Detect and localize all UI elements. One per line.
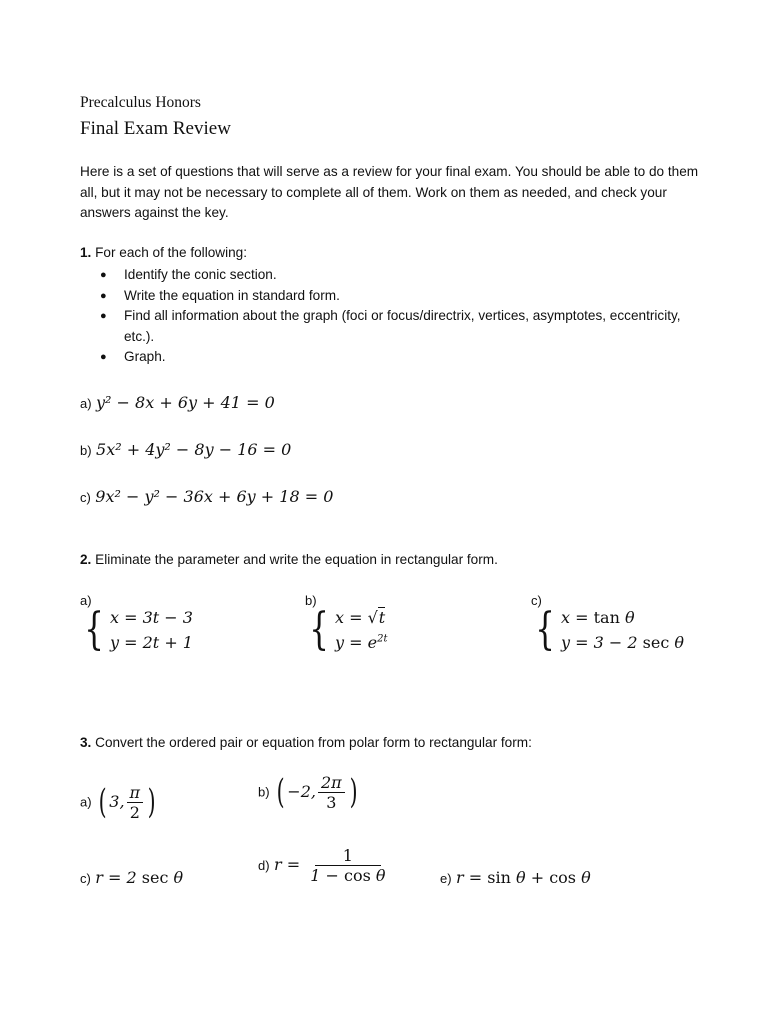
equation-system	[305, 604, 388, 655]
polar-equation: r = sin θ + cos θ	[456, 868, 591, 887]
q1-part-c	[80, 487, 333, 507]
part-label: c)	[80, 490, 91, 505]
q3-part-b	[258, 772, 360, 812]
q3-part-d	[258, 846, 391, 885]
system-line-2: $y = e^{2t}$	[335, 633, 388, 652]
equation-system	[80, 604, 193, 655]
q1-part-a	[80, 393, 275, 413]
polar-equation: r = 2 sec θ	[95, 868, 184, 887]
question-1-bullets	[104, 265, 704, 368]
bullet-item: ● Graph.	[104, 347, 704, 368]
q2-part-c	[531, 593, 684, 655]
bullet-item: ● Find all information about the graph (foci or focus/directrix, vertices, asymptotes, eccentricity, etc.).	[104, 306, 704, 347]
q3-part-c	[80, 868, 183, 888]
part-label: e)	[440, 871, 452, 886]
q3-part-e	[440, 868, 591, 888]
q3-part-a	[80, 782, 158, 822]
brace-symbol: {	[535, 604, 555, 655]
page-title: Final Exam Review	[80, 118, 231, 139]
brace-symbol: {	[84, 604, 104, 655]
part-label: a)	[80, 593, 92, 608]
polar-equation: r = $\frac{1}{\text{1 − cos θ}}$	[274, 846, 386, 885]
question-number: 2.	[80, 552, 92, 567]
course-name: Precalculus Honors	[80, 94, 201, 111]
part-label: b)	[80, 443, 92, 458]
system-line-2: y = 2t + 1	[110, 633, 193, 652]
q1-part-b	[80, 440, 291, 460]
system-line-1: x = √t	[335, 608, 386, 627]
question-prompt: For each of the following:	[95, 245, 248, 260]
q2-part-b	[305, 593, 388, 655]
question-number: 3.	[80, 735, 92, 750]
question-3-heading	[80, 735, 532, 750]
part-label: c)	[80, 871, 91, 886]
question-1-heading	[80, 245, 247, 260]
equation: 5x² + 4y² − 8y − 16 = 0	[96, 440, 292, 459]
question-2-heading	[80, 552, 498, 567]
part-label: a)	[80, 794, 92, 810]
intro-paragraph: Here is a set of questions that will serve as a review for your final exam. You should be able to do them all, but it may not be necessary to complete all of them. Work on them as needed, and check your answers against the key.	[80, 164, 699, 220]
brace-symbol: {	[309, 604, 329, 655]
part-label: b)	[258, 784, 270, 800]
bullet-item: ● Identify the conic section.	[104, 265, 704, 286]
equation-system	[531, 604, 684, 655]
equation: 9x² − y² − 36x + 6y + 18 = 0	[95, 487, 334, 506]
bullet-item: ● Write the equation in standard form.	[104, 286, 704, 307]
part-label: d)	[258, 858, 270, 873]
system-line-2: y = 3 − 2 sec θ	[561, 633, 684, 652]
ordered-pair: ( −2, $\frac{2\pi}{3}$ )	[276, 772, 358, 812]
ordered-pair: ( 3, $\frac{\pi}{2}$ )	[98, 782, 156, 822]
question-number: 1.	[80, 245, 92, 260]
question-prompt: Eliminate the parameter and write the equation in rectangular form.	[95, 552, 498, 567]
part-label: c)	[531, 593, 542, 608]
system-line-1: x = 3t − 3	[110, 608, 193, 627]
system-line-1: x = tan θ	[561, 608, 635, 627]
part-label: b)	[305, 593, 317, 608]
part-label: a)	[80, 396, 92, 411]
equation: y² − 8x + 6y + 41 = 0	[96, 393, 275, 412]
q2-part-a	[80, 593, 193, 655]
question-prompt: Convert the ordered pair or equation from polar form to rectangular form:	[95, 735, 532, 750]
